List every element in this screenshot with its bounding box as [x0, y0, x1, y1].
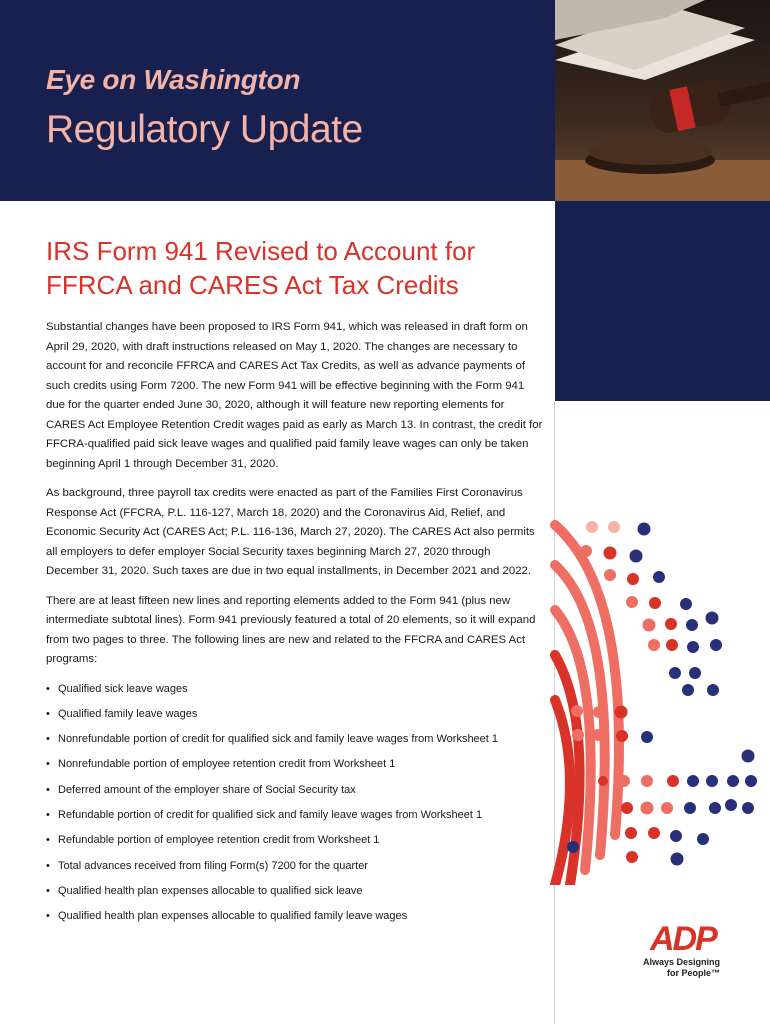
- headline-line-1: IRS Form 941 Revised to Account for: [46, 236, 476, 266]
- list-item: • Total advances received from filing Form(s) 7200 for the quarter: [46, 857, 546, 882]
- paragraph: There are at least fifteen new lines and reporting elements added to the Form 941 (plus new intermediate subtotal lines). Form 941 previously featured a total of 20 elements, so it will expand from two pages to three. The following lines are new and related to the FFCRA and CARES Act programs:: [46, 594, 536, 665]
- article-body: [46, 318, 546, 932]
- decorative-dot-pattern: [540, 505, 770, 885]
- adp-logo: [630, 920, 740, 990]
- page-title: Regulatory Update: [46, 108, 363, 151]
- headline-line-2: FFRCA and CARES Act Tax Credits: [46, 270, 459, 300]
- list-item: • Nonrefundable portion of employee retention credit from Worksheet 1: [46, 755, 546, 780]
- paragraph: Substantial changes have been proposed to IRS Form 941, which was released in draft form on April 29, 2020, with draft instructions released on May 1, 2020. The changes are necessary to account for and reconcile FFRCA and CARES Act Tax Credits, as well as advance payments of such credits using Form 7200. The new Form 941 will be effective beginning with the Form 941 due for the quarter ended June 30, 2020, although it will feature new reporting elements for CARES Act Employee Retention Credit wages paid as early as March 13. In contrast, the credit for FFCRA-qualified paid sick leave wages and qualified paid family leave wages can only be taken beginning April 1 through December 31, 2020.: [46, 321, 543, 470]
- list-item: • Qualified family leave wages: [46, 705, 546, 730]
- bullet-list: [46, 680, 546, 933]
- list-item: • Qualified health plan expenses allocable to qualified sick leave: [46, 882, 546, 907]
- list-item: • Qualified sick leave wages: [46, 680, 546, 705]
- list-item: • Refundable portion of credit for qualified sick and family leave wages from Worksheet 1: [46, 806, 546, 831]
- gavel-photo: [555, 0, 770, 201]
- list-item: • Deferred amount of the employer share of Social Security tax: [46, 781, 546, 806]
- logo-wordmark: ADP: [650, 920, 716, 956]
- tagline-line-1: Always Designing: [642, 957, 720, 967]
- list-item: • Refundable portion of employee retention credit from Worksheet 1: [46, 831, 546, 856]
- list-item: • Qualified health plan expenses allocable to qualified family leave wages: [46, 907, 546, 932]
- side-band: [555, 201, 770, 401]
- paragraph: As background, three payroll tax credits were enacted as part of the Families First Coronavirus Response Act (FFCRA, P.L. 116-127, March 18, 2020) and the Coronavirus Aid, Relief, and Economic Security Act (CARES Act; P.L. 116-136, March 27, 2020). The CARES Act also permits all employers to defer employer Social Security taxes beginning March 27, 2020 through December 31, 2020. Such taxes are due in two equal installments, in December 2021 and 2022.: [46, 487, 535, 577]
- brand-tagline: [630, 957, 720, 979]
- tagline-line-2: for People™: [666, 968, 720, 978]
- series-title: Eye on Washington: [46, 64, 301, 95]
- article-headline: [46, 234, 546, 302]
- header-band: [0, 0, 555, 201]
- list-item: • Nonrefundable portion of credit for qualified sick and family leave wages from Worksheet 1: [46, 730, 546, 755]
